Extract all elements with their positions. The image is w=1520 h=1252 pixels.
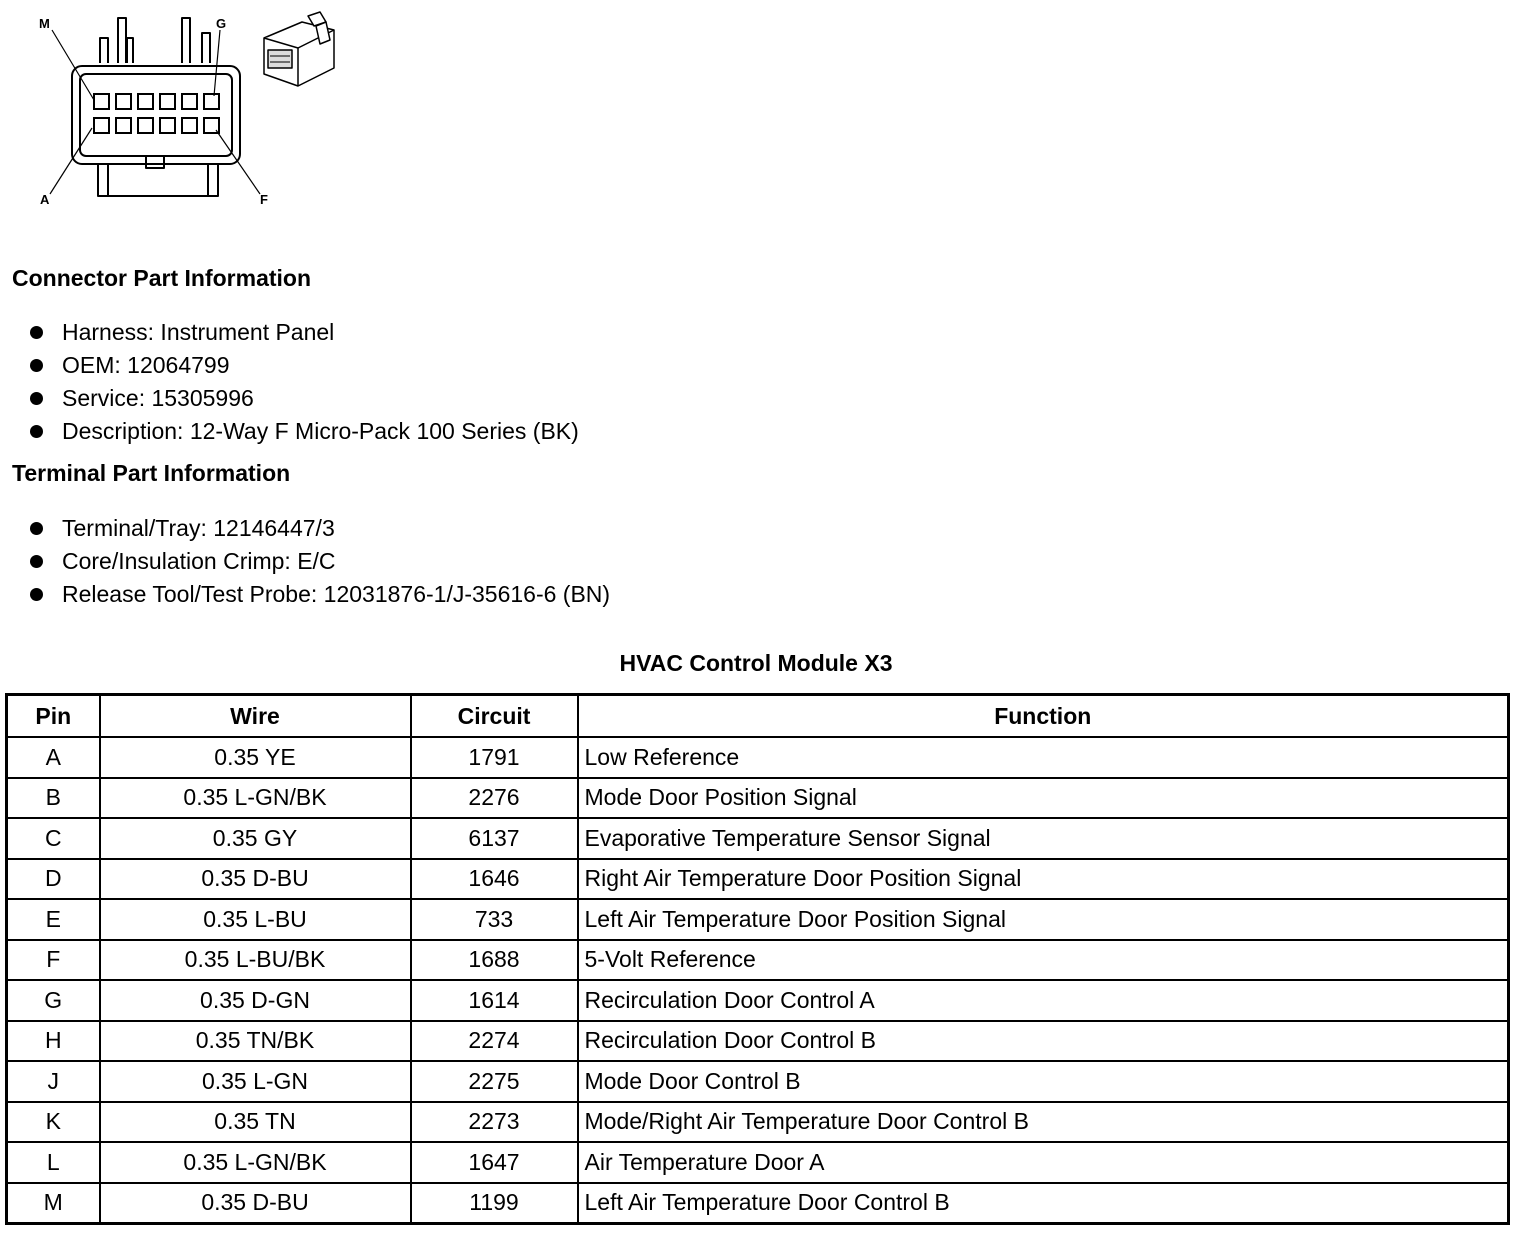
cell-circuit: 2274	[411, 1021, 578, 1062]
cell-wire: 0.35 D-GN	[100, 980, 411, 1021]
cell-circuit: 1199	[411, 1183, 578, 1224]
cell-function: Evaporative Temperature Sensor Signal	[578, 818, 1509, 859]
cavity	[138, 118, 153, 133]
list-item: Release Tool/Test Probe: 12031876-1/J-35616-6 (BN)	[30, 578, 610, 611]
cell-circuit: 733	[411, 899, 578, 940]
bullet-icon	[30, 425, 43, 438]
cavity	[160, 94, 175, 109]
cell-pin: E	[7, 899, 100, 940]
cavity	[94, 118, 109, 133]
cell-circuit: 1614	[411, 980, 578, 1021]
cell-function: Mode Door Control B	[578, 1061, 1509, 1102]
cell-pin: J	[7, 1061, 100, 1102]
cell-circuit: 1646	[411, 859, 578, 900]
cell-wire: 0.35 D-BU	[100, 859, 411, 900]
cell-function: 5-Volt Reference	[578, 940, 1509, 981]
cell-circuit: 2273	[411, 1102, 578, 1143]
cell-function: Recirculation Door Control B	[578, 1021, 1509, 1062]
table-row	[7, 1021, 1509, 1062]
table-title: HVAC Control Module X3	[619, 650, 893, 676]
cell-pin: L	[7, 1142, 100, 1183]
cell-circuit: 1791	[411, 737, 578, 778]
cell-function: Right Air Temperature Door Position Signal	[578, 859, 1509, 900]
list-item: Core/Insulation Crimp: E/C	[30, 545, 610, 578]
table-row	[7, 980, 1509, 1021]
bullet-icon	[30, 359, 43, 372]
terminal-part-info-heading: Terminal Part Information	[12, 460, 291, 486]
cavity	[160, 118, 175, 133]
bullet-icon	[30, 392, 43, 405]
cell-wire: 0.35 L-GN	[100, 1061, 411, 1102]
cavity	[116, 94, 131, 109]
cell-pin: M	[7, 1183, 100, 1224]
cell-function: Air Temperature Door A	[578, 1142, 1509, 1183]
terminal-part-info-list	[30, 512, 610, 611]
cell-wire: 0.35 D-BU	[100, 1183, 411, 1224]
list-item: Description: 12-Way F Micro-Pack 100 Series (BK)	[30, 415, 579, 448]
header-wire: Wire	[100, 695, 411, 738]
table-row	[7, 818, 1509, 859]
list-item: OEM: 12064799	[30, 349, 579, 382]
table-row	[7, 940, 1509, 981]
cell-circuit: 1688	[411, 940, 578, 981]
list-item: Terminal/Tray: 12146447/3	[30, 512, 610, 545]
cell-wire: 0.35 GY	[100, 818, 411, 859]
cell-function: Mode Door Position Signal	[578, 778, 1509, 819]
header-circuit: Circuit	[411, 695, 578, 738]
cell-function: Low Reference	[578, 737, 1509, 778]
cell-wire: 0.35 TN/BK	[100, 1021, 411, 1062]
connector-face-drawing	[30, 8, 360, 218]
cavity	[182, 118, 197, 133]
cell-pin: F	[7, 940, 100, 981]
cell-wire: 0.35 TN	[100, 1102, 411, 1143]
cell-pin: D	[7, 859, 100, 900]
table-row	[7, 737, 1509, 778]
cell-pin: B	[7, 778, 100, 819]
cell-wire: 0.35 L-GN/BK	[100, 1142, 411, 1183]
cell-pin: A	[7, 737, 100, 778]
cell-circuit: 1647	[411, 1142, 578, 1183]
table-row	[7, 1102, 1509, 1143]
table-row	[7, 1061, 1509, 1102]
cell-wire: 0.35 YE	[100, 737, 411, 778]
list-item: Service: 15305996	[30, 382, 579, 415]
pinout-table	[5, 693, 1510, 1225]
cavity	[138, 94, 153, 109]
cavity	[182, 94, 197, 109]
header-pin: Pin	[7, 695, 100, 738]
cell-pin: C	[7, 818, 100, 859]
cell-wire: 0.35 L-BU	[100, 899, 411, 940]
table-header-row	[7, 695, 1509, 738]
cell-wire: 0.35 L-BU/BK	[100, 940, 411, 981]
bullet-icon	[30, 555, 43, 568]
cell-function: Left Air Temperature Door Position Signal	[578, 899, 1509, 940]
connector-3d-thumbnail-icon	[264, 12, 334, 86]
label-g: G	[216, 16, 227, 31]
table-row	[7, 1183, 1509, 1224]
cell-wire: 0.35 L-GN/BK	[100, 778, 411, 819]
cell-pin: G	[7, 980, 100, 1021]
header-function: Function	[578, 695, 1509, 738]
table-row	[7, 778, 1509, 819]
list-item: Harness: Instrument Panel	[30, 316, 579, 349]
table-row	[7, 859, 1509, 900]
label-a: A	[40, 192, 50, 207]
cavity	[204, 94, 219, 109]
cavity	[116, 118, 131, 133]
bullet-icon	[30, 326, 43, 339]
cell-circuit: 2275	[411, 1061, 578, 1102]
bullet-icon	[30, 588, 43, 601]
table-row	[7, 1142, 1509, 1183]
connector-part-info-heading: Connector Part Information	[12, 265, 312, 291]
bullet-icon	[30, 522, 43, 535]
cell-pin: K	[7, 1102, 100, 1143]
cell-circuit: 6137	[411, 818, 578, 859]
cell-circuit: 2276	[411, 778, 578, 819]
label-m: M	[39, 16, 50, 31]
cavity	[94, 94, 109, 109]
cell-function: Left Air Temperature Door Control B	[578, 1183, 1509, 1224]
label-f: F	[260, 192, 268, 207]
cell-function: Recirculation Door Control A	[578, 980, 1509, 1021]
cell-function: Mode/Right Air Temperature Door Control B	[578, 1102, 1509, 1143]
table-row	[7, 899, 1509, 940]
cell-pin: H	[7, 1021, 100, 1062]
connector-part-info-list	[30, 316, 579, 448]
